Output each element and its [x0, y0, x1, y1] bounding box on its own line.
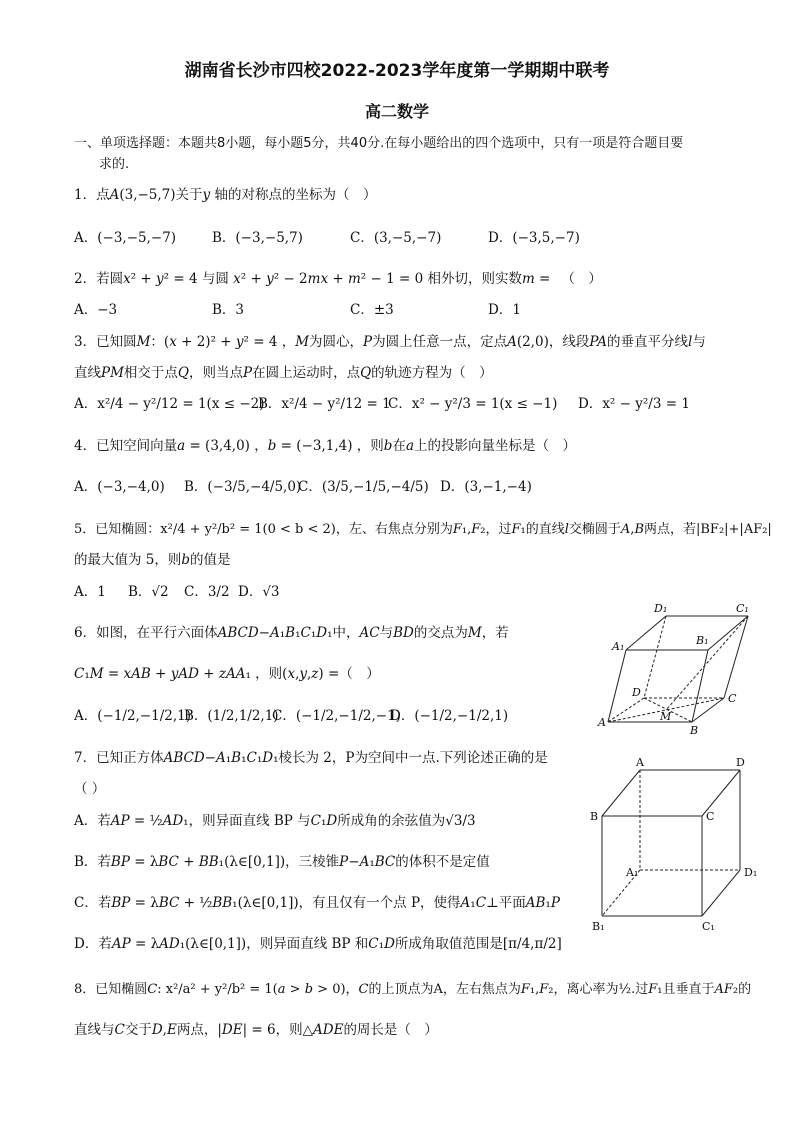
- label-a1: A₁: [626, 866, 639, 879]
- question-8-stem-line1: 8．已知椭圆C: x²/a² + y²/b² = 1(a > b > 0)，C的上顶点为A，左右焦点为F₁,F₂，离心率为½.过F₁且垂直于AF₂的: [74, 982, 752, 997]
- page-title: 湖南省长沙市四校2022-2023学年度第一学期期中联考: [184, 61, 610, 81]
- question-7-option-a: A．若AP = ½AD₁，则异面直线 BP 与C₁D所成角的余弦值为√3/3: [74, 813, 476, 829]
- question-1-stem: 1．点A(3,−5,7)关于y 轴的对称点的坐标为（ ）: [74, 187, 377, 203]
- question-5-option-c: C．3/2: [184, 584, 230, 600]
- label-m: M: [660, 710, 672, 723]
- label-a1: A₁: [612, 640, 625, 653]
- label-b1: B₁: [592, 920, 605, 933]
- question-2-stem: 2．若圆x² + y² = 4 与圆 x² + y² − 2mx + m² − 1 = 0 相外切，则实数m = （ ）: [74, 271, 602, 287]
- question-6-stem-line2: C₁M = xAB + yAD + zAA₁ ，则(x,y,z) =（ ）: [74, 666, 380, 682]
- question-4-option-c: C．(3/5,−1/5,−4/5): [298, 479, 429, 495]
- question-4-option-d: D．(3,−1,−4): [440, 479, 532, 495]
- section-heading-line2: 求的.: [99, 157, 130, 172]
- question-8-stem-line2: 直线与C交于D,E两点，|DE| = 6，则△ADE的周长是（ ）: [74, 1022, 438, 1038]
- label-d: D: [632, 686, 641, 699]
- label-c1: C₁: [736, 602, 749, 615]
- label-d1: D₁: [654, 602, 668, 615]
- question-3-option-c: C．x² − y²/3 = 1(x ≤ −1): [388, 396, 558, 412]
- question-2-option-d: D．1: [488, 302, 521, 318]
- label-a: A: [598, 716, 606, 729]
- question-4-stem: 4．已知空间向量a = (3,4,0) ，b = (−3,1,4) ，则b在a上的投影向量坐标是（ ）: [74, 438, 576, 454]
- cube-figure: [590, 756, 760, 936]
- question-7-stem-line2: （ ）: [74, 781, 106, 797]
- question-6-stem-line1: 6．如图，在平行六面体ABCD−A₁B₁C₁D₁中，AC与BD的交点为M，若: [74, 625, 509, 641]
- question-4-option-b: B．(−3/5,−4/5,0): [184, 479, 302, 495]
- label-b: B: [690, 724, 699, 737]
- section-heading-line1: 一、单项选择题：本题共8小题，每小题5分，共40分.在每小题给出的四个选项中，只有一项是符合题目要: [74, 136, 684, 151]
- question-1-option-b: B．(−3,−5,7): [212, 230, 303, 246]
- question-3-option-a: A．x²/4 − y²/12 = 1(x ≤ −2): [74, 396, 265, 412]
- question-5-stem-line1: 5．已知椭圆：x²/4 + y²/b² = 1(0 < b < 2)，左、右焦点分别为F₁,F₂，过F₁的直线l交椭圆于A,B两点，若|BF₂|+|AF₂|: [74, 522, 772, 537]
- question-1-option-c: C．(3,−5,−7): [350, 230, 442, 246]
- label-c1: C₁: [702, 920, 715, 933]
- label-b: B: [590, 810, 599, 823]
- question-6-option-d: D．(−1/2,−1/2,1): [390, 708, 509, 724]
- question-5-option-d: D．√3: [238, 584, 280, 600]
- question-7-option-c: C．若BP = λBC + ½BB₁(λ∈[0,1])，有且仅有一个点 P，使得A₁C⊥平面AB₁P: [74, 895, 560, 911]
- question-4-option-a: A．(−3,−4,0): [74, 479, 165, 495]
- question-3-stem-line1: 3．已知圆M：(x + 2)² + y² = 4 ，M为圆心，P为圆上任意一点，定点A(2,0)，线段PA的垂直平分线l与: [74, 334, 706, 350]
- question-6-option-a: A．(−1/2,−1/2,1): [74, 708, 192, 724]
- question-6-option-c: C．(−1/2,−1/2,−1): [272, 708, 401, 724]
- question-1-option-d: D．(−3,5,−7): [488, 230, 580, 246]
- question-7-option-d: D．若AP = λAD₁(λ∈[0,1])，则异面直线 BP 和C₁D所成角取值范围是[π/4,π/2]: [74, 936, 562, 952]
- question-2-option-a: A．−3: [74, 302, 118, 318]
- question-5-option-b: B．√2: [128, 584, 169, 600]
- question-6-option-b: B．(1/2,1/2,1): [184, 708, 279, 724]
- question-5-option-a: A．1: [74, 584, 106, 600]
- question-3-option-d: D．x² − y²/3 = 1: [578, 396, 690, 412]
- label-b1: B₁: [696, 634, 709, 647]
- question-5-stem-line2: 的最大值为 5，则b的值是: [74, 552, 231, 568]
- question-3-stem-line2: 直线PM相交于点Q，则当点P在圆上运动时，点Q的轨迹方程为（ ）: [74, 365, 493, 381]
- label-c: C: [728, 692, 737, 705]
- subject-title: 高二数学: [364, 102, 429, 121]
- question-7-stem-line1: 7．已知正方体ABCD−A₁B₁C₁D₁棱长为 2，P为空间中一点.下列论述正确的是: [74, 750, 548, 766]
- label-a: A: [636, 756, 644, 769]
- label-d: D: [736, 756, 745, 769]
- question-3-option-b: B．x²/4 − y²/12 = 1: [258, 396, 391, 412]
- question-2-option-b: B．3: [212, 302, 245, 318]
- question-7-option-b: B．若BP = λBC + BB₁(λ∈[0,1])，三棱锥P−A₁BC的体积不是定值: [74, 854, 490, 870]
- label-d1: D₁: [744, 866, 758, 879]
- label-c: C: [706, 810, 715, 823]
- question-1-option-a: A．(−3,−5,−7): [74, 230, 177, 246]
- question-2-option-c: C．±3: [350, 302, 394, 318]
- parallelepiped-figure: [596, 600, 766, 740]
